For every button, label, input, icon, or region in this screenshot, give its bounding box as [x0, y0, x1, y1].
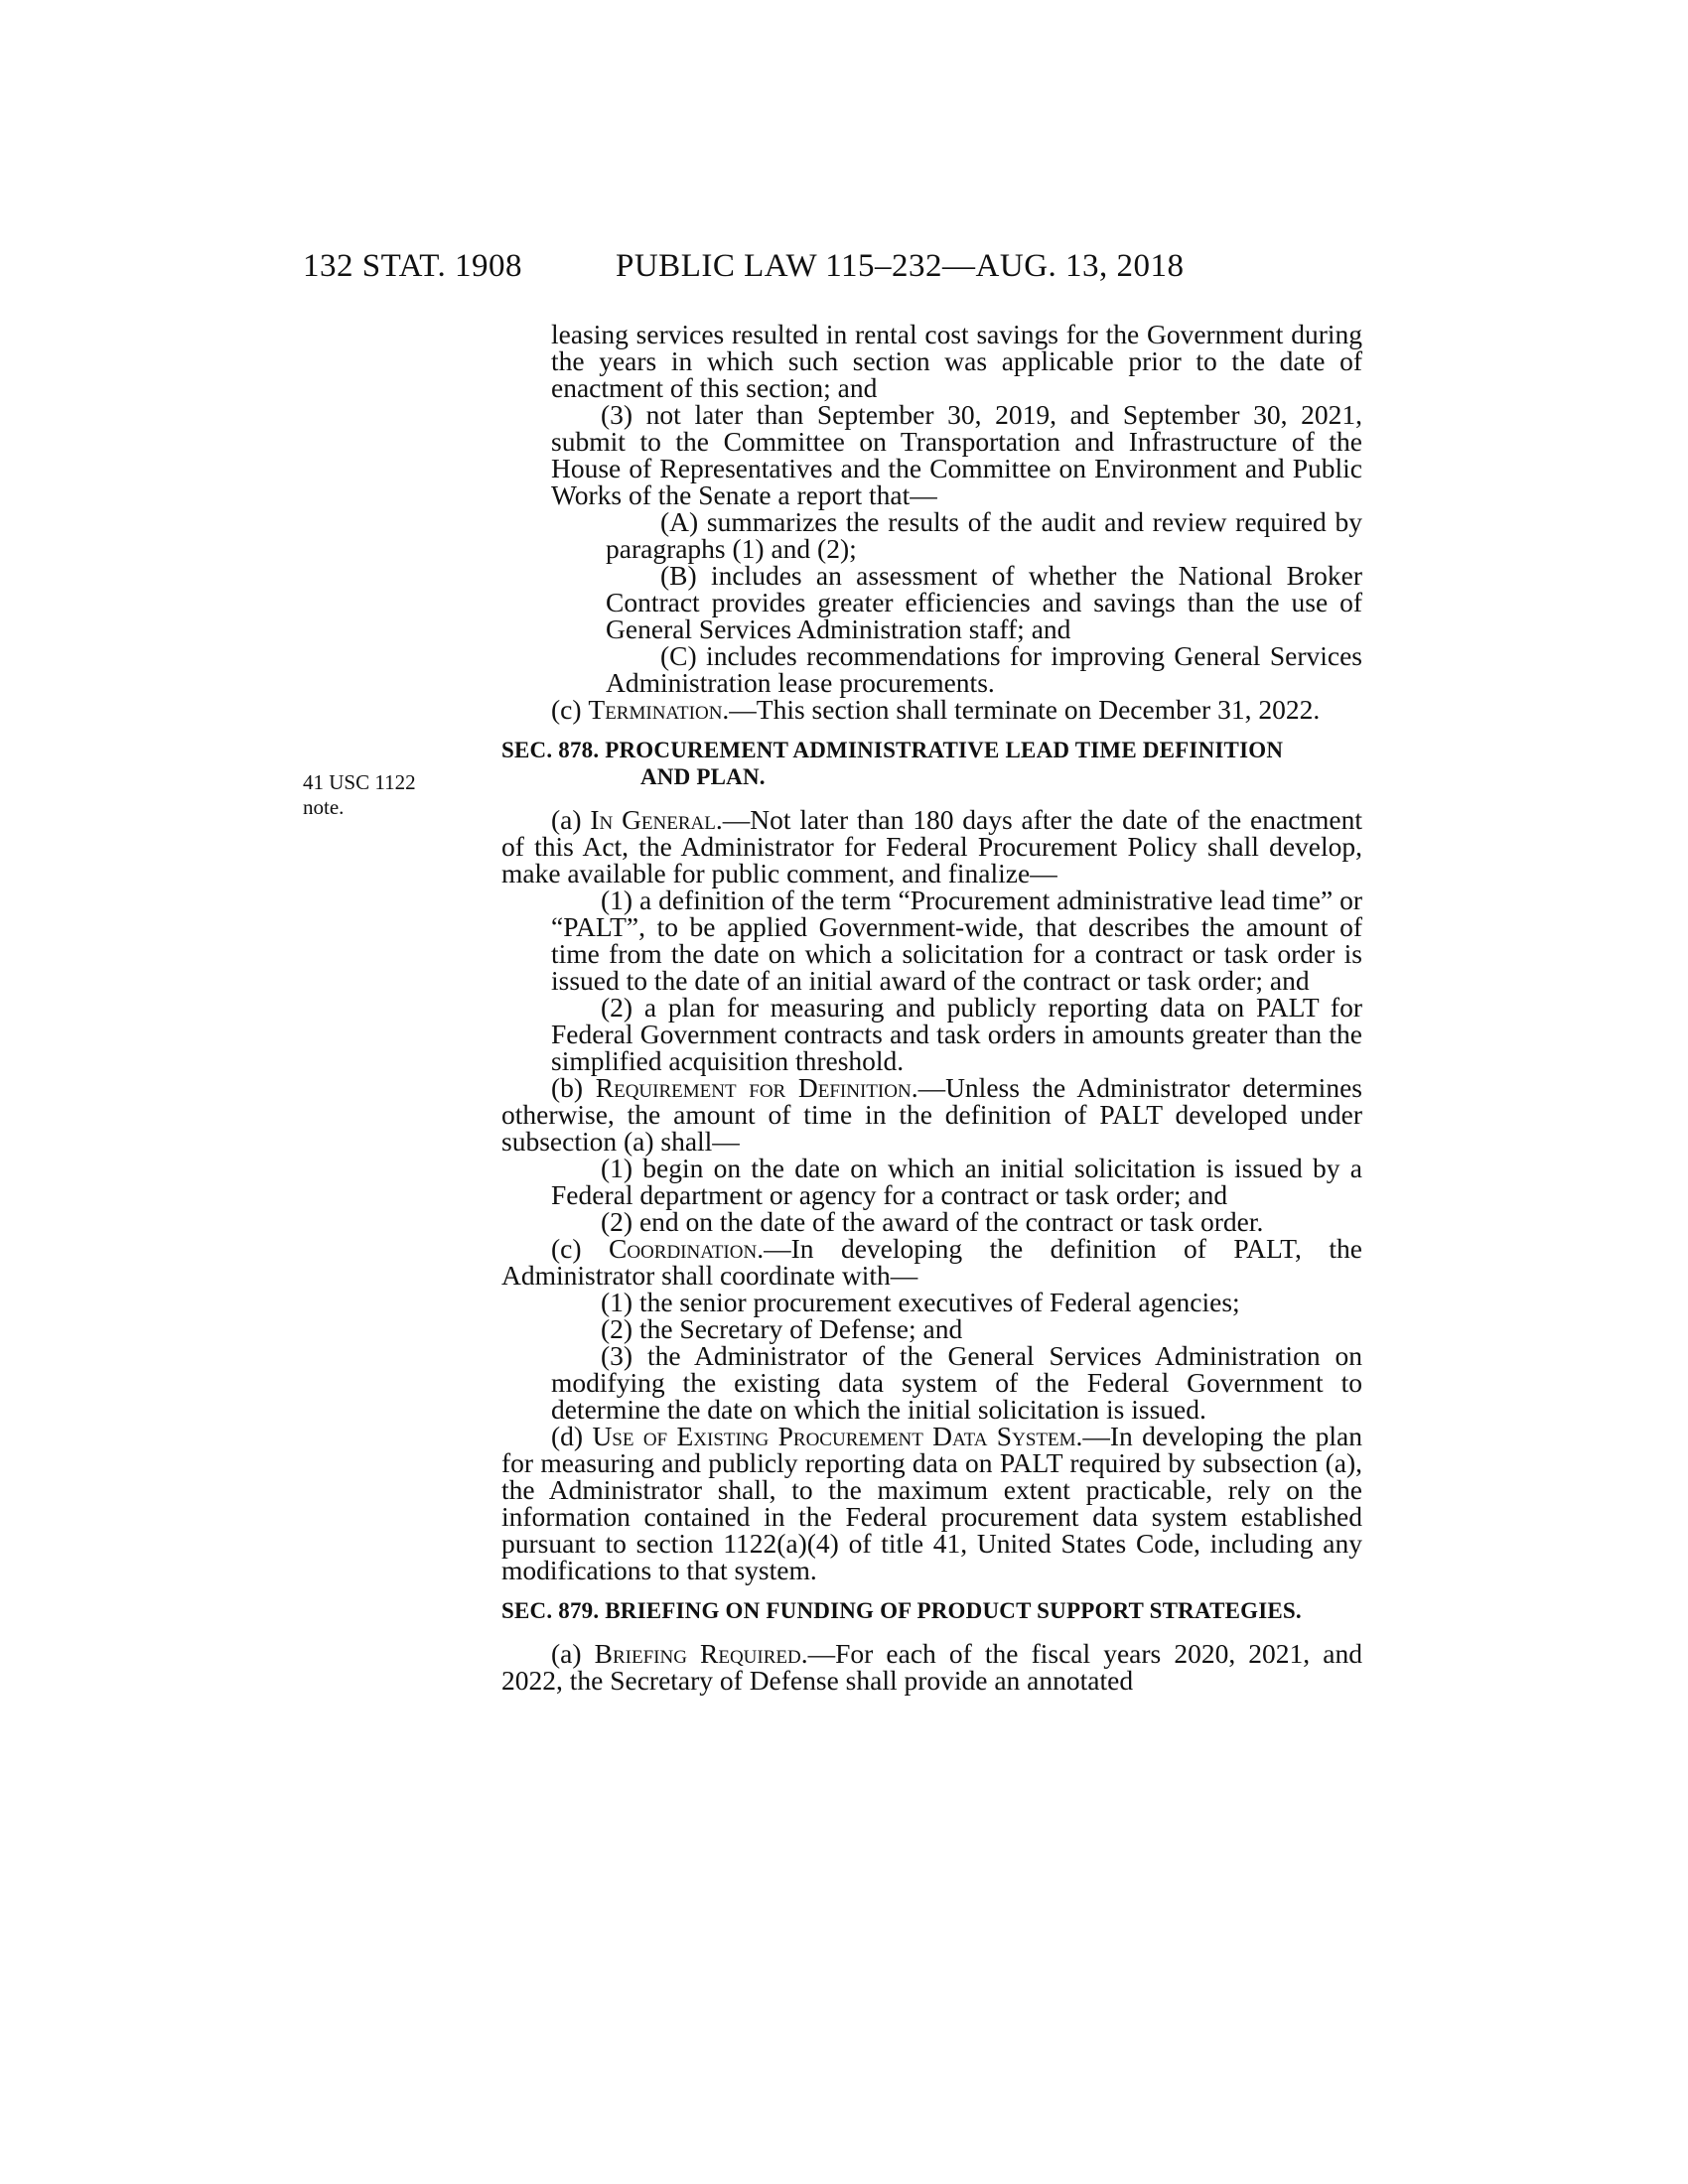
statute-page-number: 132 STAT. 1908 — [303, 248, 523, 284]
paragraph: (1) begin on the date on which an initial solicitation is issued by a Federal department or agency for a contract or task order; and — [551, 1153, 1362, 1210]
document-body — [501, 321, 1362, 1694]
paragraph: (A) summarizes the results of the audit and review required by paragraphs (1) and (2); — [606, 506, 1362, 564]
subsection-text: .—For each of the fiscal years 2020, 2021, and 2022, the Secretary of Defense shall provide an annotated — [501, 1638, 1362, 1696]
paragraph: leasing services resulted in rental cost savings for the Government during the years in which such section was applicable prior to the date of enactment of this section; and — [551, 319, 1362, 403]
paragraph: (2) the Secretary of Defense; and — [601, 1313, 963, 1344]
margin-citation — [303, 770, 432, 820]
paragraph: (3) the Administrator of the General Services Administration on modifying the existing data system of the Federal Government to determine the date on which the initial solicitation is issued. — [551, 1340, 1362, 1425]
section-heading-line: SEC. 879. BRIEFING ON FUNDING OF PRODUCT SUPPORT STRATEGIES. — [501, 1598, 1302, 1623]
paragraph: (1) the senior procurement executives of Federal agencies; — [601, 1287, 1240, 1317]
subsection-heading: Coordination — [608, 1233, 758, 1264]
paragraph — [501, 806, 1362, 887]
paragraph — [501, 1235, 1362, 1289]
margin-citation-line: 41 USC 1122 — [303, 770, 416, 794]
paragraph: (1) a definition of the term “Procurement administrative lead time” or “PALT”, to be applied Government-wide, that describes the amount of time from the date on which a solicitation for a contract or task order is issued to the date of an initial award of the contract or task order; and — [551, 885, 1362, 996]
subsection-number: (a) — [551, 1638, 595, 1669]
subsection-number: (d) — [551, 1421, 593, 1451]
subsection-number: (b) — [551, 1072, 596, 1103]
subsection-text: .—In developing the definition of PALT, the Administrator shall coordinate with— — [501, 1233, 1362, 1291]
subsection-heading: In General — [590, 804, 716, 835]
paragraph: (2) a plan for measuring and publicly reporting data on PALT for Federal Government contracts and task orders in amounts greater than the simplified acquisition threshold. — [551, 992, 1362, 1076]
paragraph — [501, 1074, 1362, 1155]
section-heading-line: SEC. 878. PROCUREMENT ADMINISTRATIVE LEAD TIME DEFINITION — [501, 738, 1284, 762]
paragraph — [501, 696, 1362, 723]
public-law-header: PUBLIC LAW 115–232—AUG. 13, 2018 — [616, 248, 1185, 284]
subsection-number: (c) — [551, 694, 589, 725]
subsection-text: .—In developing the plan for measuring and publicly reporting data on PALT required by subsection (a), the Administrator shall, to the maximum extent practicable, rely on the information contained in the Federal procurement data system established pursuant to section 1122(a)(4) of title 41, United States Code, including any modifications to that system. — [501, 1421, 1362, 1585]
subsection-heading: Use of Existing Procurement Data System — [592, 1421, 1076, 1451]
paragraph: (B) includes an assessment of whether the National Broker Contract provides greater efficiencies and savings than the use of General Services Administration staff; and — [606, 560, 1362, 644]
subsection-heading: Briefing Required — [594, 1638, 801, 1669]
subsection-heading: Termination — [588, 694, 723, 725]
paragraph: (3) not later than September 30, 2019, and September 30, 2021, submit to the Committee on Transportation and Infrastructure of the House of Representatives and the Committee on Environment and Public Works of the Senate a report that— — [551, 399, 1362, 510]
paragraph: (2) end on the date of the award of the contract or task order. — [601, 1206, 1264, 1237]
section-heading-line: AND PLAN. — [640, 764, 766, 789]
section-heading — [501, 737, 1362, 790]
subsection-heading: Requirement for Definition — [595, 1072, 912, 1103]
subsection-text: .—Not later than 180 days after the date of the enactment of this Act, the Administrator for Federal Procurement Policy shall develop, make available for public comment, and finalize— — [501, 804, 1362, 888]
subsection-number: (c) — [551, 1233, 609, 1264]
paragraph: (C) includes recommendations for improving General Services Administration lease procurements. — [606, 640, 1362, 698]
section-heading — [501, 1597, 1362, 1624]
subsection-number: (a) — [551, 804, 591, 835]
paragraph — [501, 1423, 1362, 1583]
margin-citation-line: note. — [303, 795, 345, 819]
paragraph — [501, 1640, 1362, 1694]
subsection-text: .—This section shall terminate on December 31, 2022. — [722, 694, 1321, 725]
subsection-text: .—Unless the Administrator determines otherwise, the amount of time in the definition of PALT developed under subsection (a) shall— — [501, 1072, 1362, 1157]
